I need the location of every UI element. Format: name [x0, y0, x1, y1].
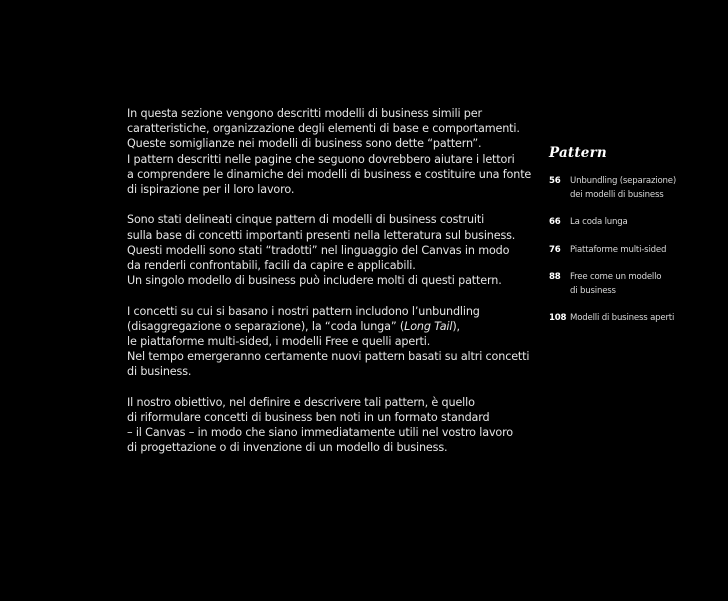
text-line: di ispirazione per il loro lavoro. — [127, 183, 295, 197]
pattern-index — [549, 145, 719, 326]
text-line — [127, 319, 522, 334]
toc-label-line: Free come un modello — [570, 272, 662, 282]
text-line: In questa sezione vengono descritti modelli di business simili per — [127, 107, 482, 120]
italic-term: Long Tail — [404, 319, 453, 333]
text-line: Un singolo modello di business può includere molti di questi pattern. — [127, 274, 502, 288]
toc-label-line: Unbundling (separazione) — [570, 176, 677, 186]
text-line: le piattaforme multi-sided, i modelli Free e quelli aperti. — [127, 335, 431, 349]
text-line: da renderli confrontabili, facili da capire e applicabili. — [127, 259, 416, 273]
toc-label — [570, 175, 719, 202]
text-line: Questi modelli sono stati “tradotti” nel linguaggio del Canvas in modo — [127, 243, 510, 257]
toc-item-unbundling[interactable] — [549, 175, 719, 202]
text-line: I pattern descritti nelle pagine che seguono dovrebbero aiutare i lettori — [127, 152, 515, 166]
toc-label — [570, 244, 719, 258]
text-line: di riformulare concetti di business ben noti in un formato standard — [127, 411, 490, 425]
text-line: Queste somiglianze nei modelli di business sono dette “pattern”. — [127, 137, 482, 151]
body-text — [127, 106, 532, 471]
toc-label — [570, 271, 719, 298]
toc-page-number: 108 — [549, 313, 567, 323]
toc-item-free[interactable] — [549, 271, 719, 298]
text-line: Nel tempo emergeranno certamente nuovi pattern basati su altri concetti — [127, 350, 530, 364]
pattern-list — [549, 175, 719, 326]
paragraph-intro — [127, 106, 532, 197]
text-line: sulla base di concetti importanti presenti nella letteratura sul business. — [127, 228, 516, 242]
toc-label — [570, 312, 719, 326]
toc-item-multi-sided[interactable] — [549, 244, 719, 258]
toc-item-long-tail[interactable] — [549, 216, 719, 230]
text-segment: ), — [452, 319, 460, 333]
toc-page-number: 88 — [549, 272, 561, 282]
pattern-index-title: Pattern — [549, 145, 607, 161]
paragraph-five-patterns — [127, 212, 522, 288]
paragraph-objective — [127, 395, 522, 456]
text-segment: (disaggregazione o separazione), la “coda lunga” ( — [127, 319, 405, 333]
toc-page-number: 66 — [549, 217, 561, 227]
text-line: Il nostro obiettivo, nel definire e descrivere tali pattern, è quello — [127, 395, 475, 409]
text-line: a comprendere le dinamiche dei modelli di business e costituire una fonte — [127, 167, 532, 181]
text-line: – il Canvas – in modo che siano immediatamente utili nel vostro lavoro — [127, 426, 514, 440]
toc-label-line: dei modelli di business — [570, 189, 664, 200]
toc-item-open-models[interactable] — [549, 312, 719, 326]
toc-label-line: La coda lunga — [570, 217, 628, 227]
text-line: di progettazione o di invenzione di un modello di business. — [127, 441, 448, 455]
toc-label-line: Piattaforme multi-sided — [570, 244, 667, 255]
text-line: caratteristiche, organizzazione degli elementi di base e comportamenti. — [127, 122, 520, 136]
toc-label-line: di business — [570, 285, 616, 296]
text-line: Sono stati delineati cinque pattern di modelli di business costruiti — [127, 213, 485, 227]
text-line: I concetti su cui si basano i nostri pattern includono l’unbundling — [127, 304, 480, 318]
toc-page-number: 76 — [549, 244, 561, 255]
toc-page-number: 56 — [549, 176, 561, 186]
toc-label-line: Modelli di business aperti — [570, 313, 675, 323]
toc-label — [570, 216, 719, 230]
paragraph-concepts — [127, 304, 530, 380]
text-line: di business. — [127, 365, 192, 379]
